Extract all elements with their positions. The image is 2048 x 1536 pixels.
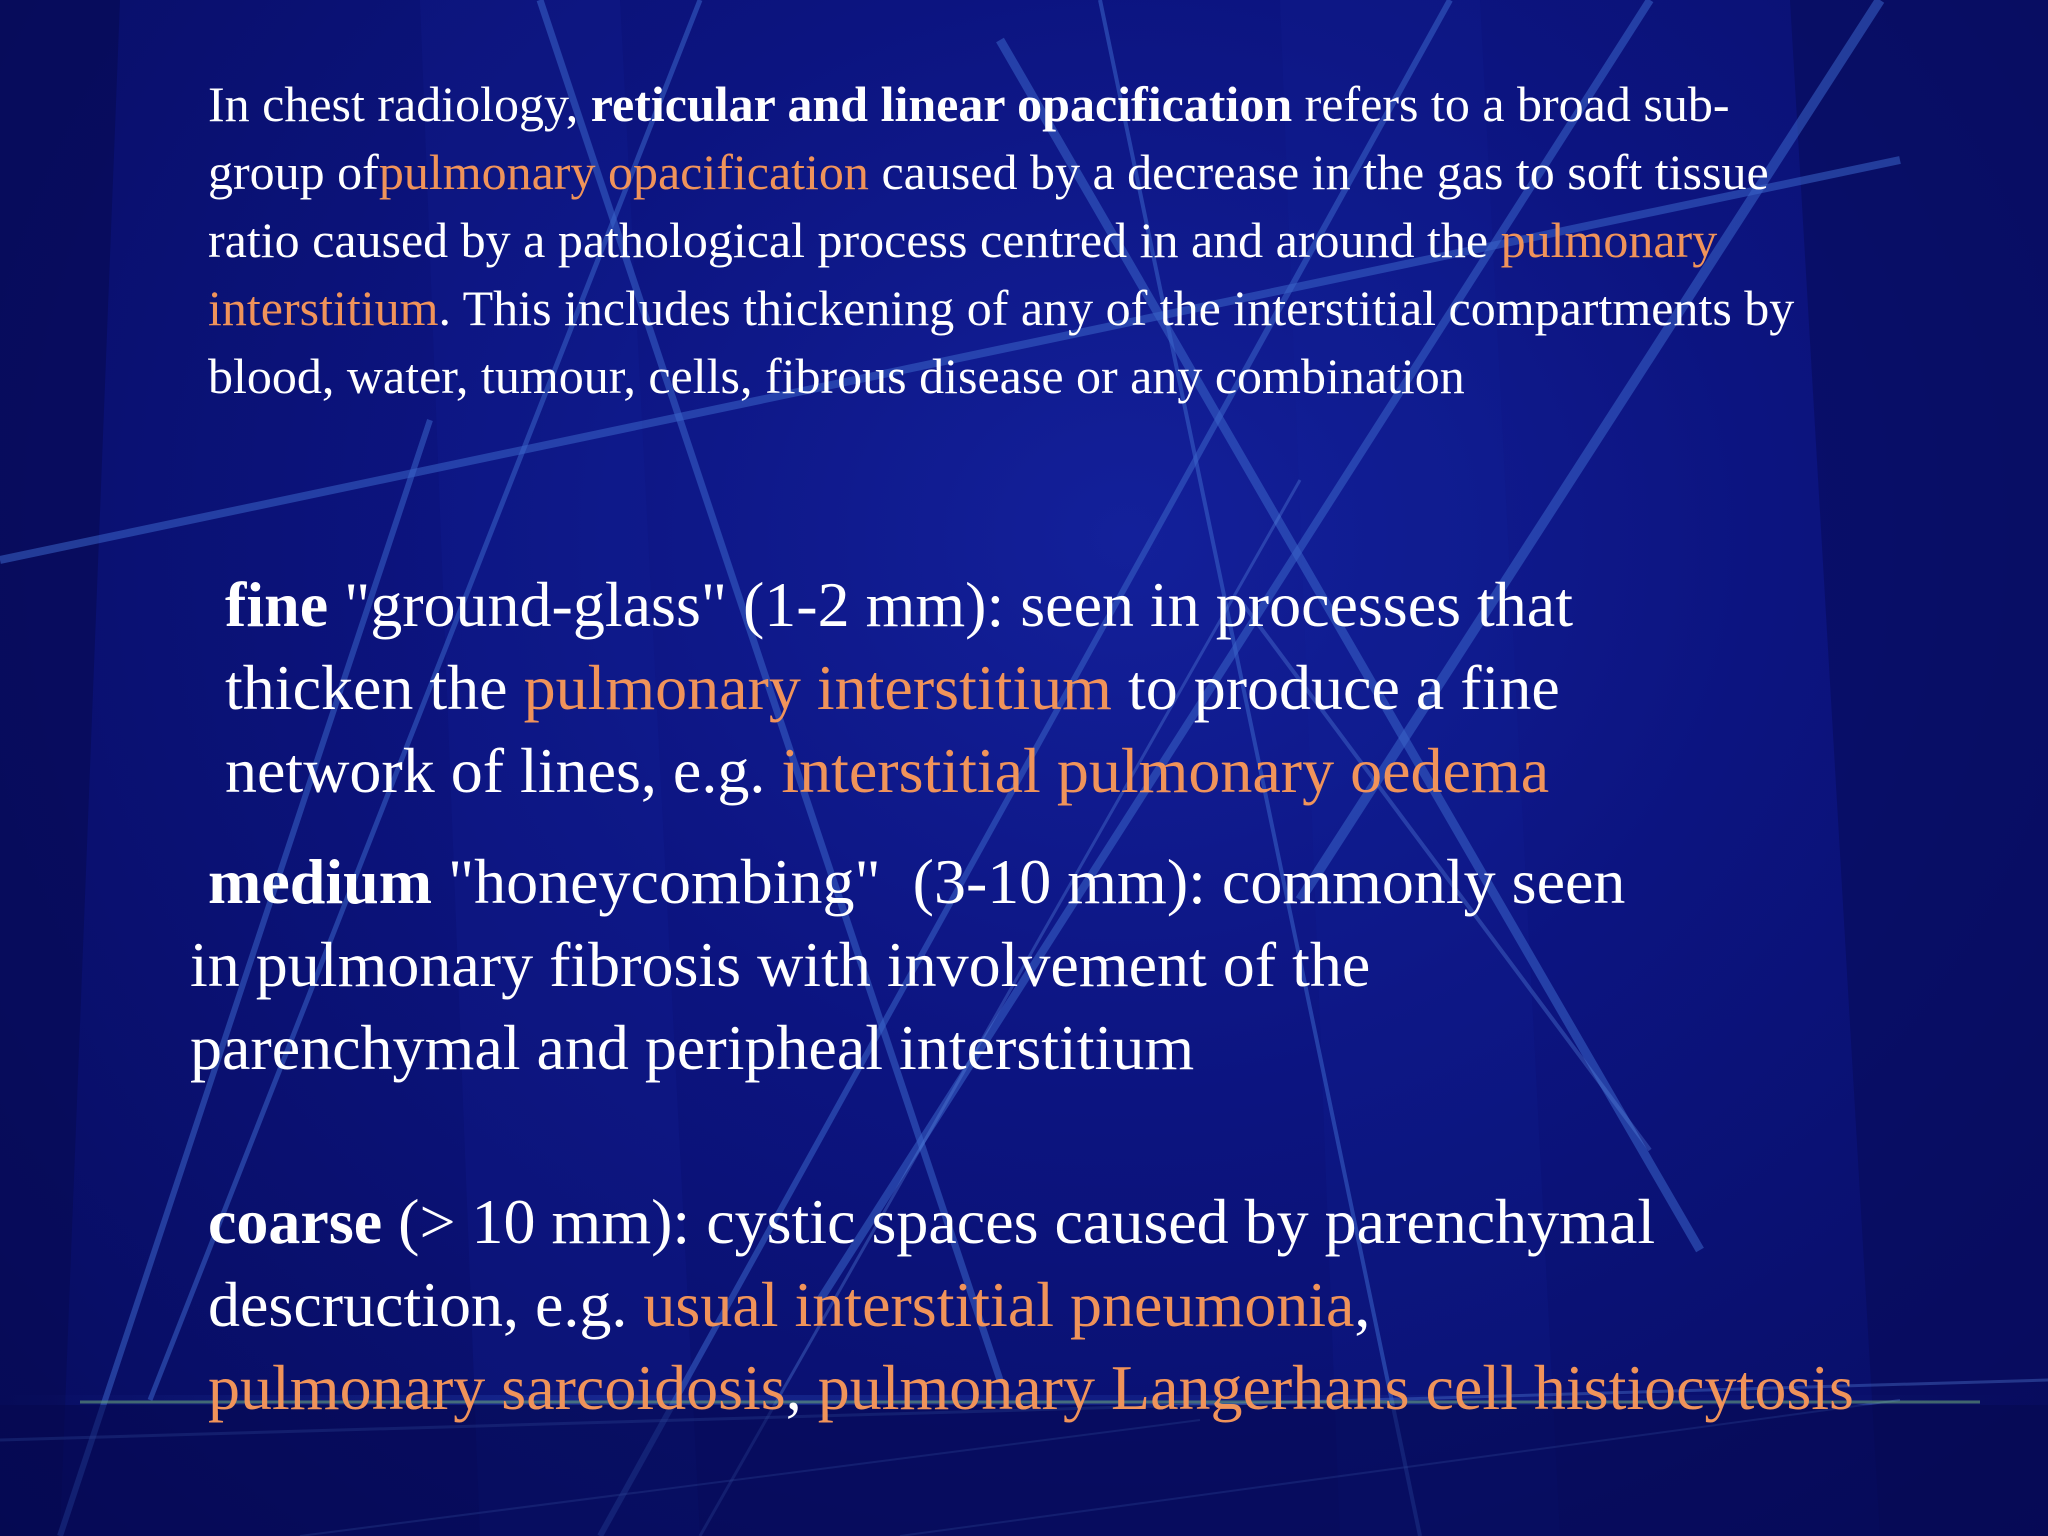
intro-paragraph <box>208 70 1828 410</box>
link-interstitial-pulmonary-oedema[interactable]: interstitial pulmonary oedema <box>781 735 1550 806</box>
intro-lead: In chest radiology, <box>208 76 591 132</box>
medium-term: medium <box>208 846 432 917</box>
intro-term: reticular and linear opacification <box>590 76 1293 132</box>
fine-line-2-text-b: to produce a fine <box>1111 652 1560 723</box>
link-pulmonary-interstitium[interactable]: pulmonary interstitium <box>208 212 1718 336</box>
coarse-section <box>208 1180 2028 1429</box>
coarse-line-2-text-b: , <box>1354 1269 1371 1340</box>
fine-line-2 <box>225 646 1785 729</box>
intro-mid1: refers to a broad sub-group of <box>208 76 1730 200</box>
coarse-term: coarse <box>208 1186 383 1257</box>
link-usual-interstitial-pneumonia[interactable]: usual interstitial pneumonia <box>643 1269 1355 1340</box>
fine-line-3 <box>225 729 1785 812</box>
medium-line-3: parenchymal and peripheal interstitium <box>190 1012 1195 1083</box>
fine-section <box>225 563 1785 812</box>
link-pulmonary-sarcoidosis[interactable]: pulmonary sarcoidosis <box>208 1352 786 1423</box>
link-pulmonary-langerhans-cell-histiocytosis[interactable]: pulmonary Langerhans cell histiocytosis <box>817 1352 1854 1423</box>
medium-line-1 <box>190 840 1790 923</box>
coarse-line-1 <box>208 1180 2028 1263</box>
fine-line-1 <box>225 563 1785 646</box>
coarse-line-3-sep: , <box>785 1352 818 1423</box>
coarse-line-2-text-a: descruction, e.g. <box>208 1269 644 1340</box>
fine-line-2-text-a: thicken the <box>225 652 524 723</box>
intro-tail: . This includes thickening of any of the interstitial compartments by blood, water, tumour, cells, fibrous disease or any combination <box>208 280 1795 404</box>
medium-line-2: in pulmonary fibrosis with involvement of the <box>190 929 1371 1000</box>
coarse-line-3 <box>208 1346 2028 1429</box>
fine-term: fine <box>225 569 329 640</box>
link-pulmonary-interstitium-2[interactable]: pulmonary interstitium <box>523 652 1112 723</box>
medium-section <box>190 840 1790 1089</box>
fine-line-1-text: "ground-glass" (1-2 mm): seen in processes that <box>328 569 1573 640</box>
medium-line-1-text: "honeycombing" (3-10 mm): commonly seen <box>432 846 1626 917</box>
intro-mid2: caused by a decrease in the gas to soft tissue ratio caused by a pathological process centred in and around the <box>208 144 1769 268</box>
coarse-line-1-text: (> 10 mm): cystic spaces caused by parenchymal <box>382 1186 1656 1257</box>
coarse-line-2 <box>208 1263 2028 1346</box>
link-pulmonary-opacification[interactable]: pulmonary opacification <box>378 144 869 200</box>
fine-line-3-text: network of lines, e.g. <box>225 735 782 806</box>
